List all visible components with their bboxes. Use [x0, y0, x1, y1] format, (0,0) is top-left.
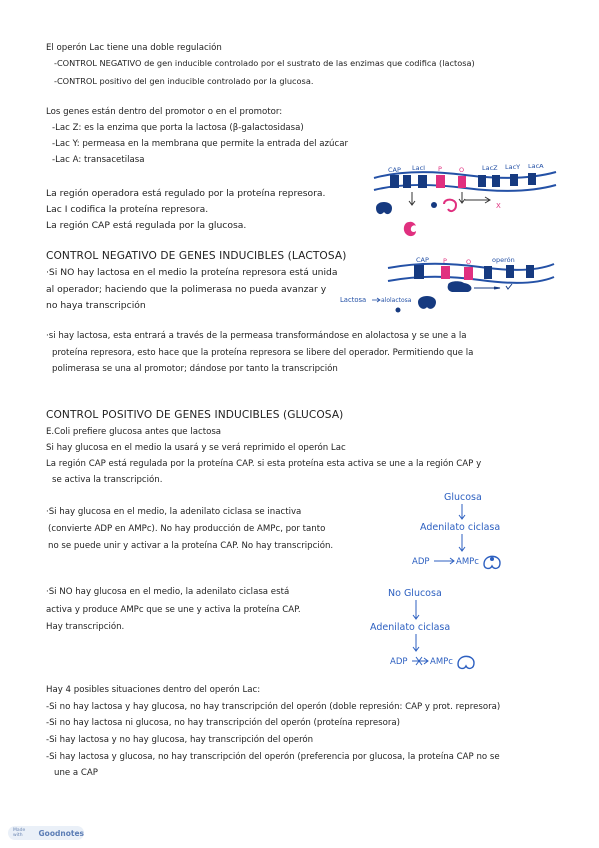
- note-line: ·si hay lactosa, esta entrará a través de la permeasa transformándose en alolactosa y se une a la: [46, 331, 467, 341]
- cap-label: CAP: [388, 166, 401, 174]
- check-icon: [506, 284, 512, 289]
- promoter-segment: [436, 175, 445, 188]
- repressor-bound-icon: [448, 281, 472, 292]
- lacz-label: LacZ: [482, 164, 498, 172]
- no-glucose-flow-diagram: [360, 584, 490, 670]
- note-line: no haya transcripción: [46, 300, 146, 311]
- lacz-enzyme-icon: [444, 200, 456, 211]
- promoter-segment: [441, 266, 450, 279]
- operator-segment: [458, 176, 466, 188]
- p-label: P: [438, 165, 442, 173]
- inducer-dot-icon: [431, 202, 437, 208]
- note-line: La región operadora está regulado por la proteína represora.: [46, 188, 326, 199]
- lactosa-label: Lactosa: [340, 296, 367, 304]
- cap-protein-icon: [458, 656, 474, 668]
- ampc-label: AMPc: [456, 557, 479, 567]
- ampc-label: AMPc: [430, 657, 453, 667]
- cap-label: CAP: [416, 256, 429, 264]
- operator-segment: [464, 267, 473, 280]
- note-line: no se puede unir y activar a la proteína CAP. No hay transcripción.: [48, 541, 334, 551]
- note-line: La región CAP está regulada por la proteína CAP. si esta proteína esta activa se une a la región CAP y: [46, 459, 482, 469]
- note-line: une a CAP: [54, 768, 98, 778]
- note-line: (convierte ADP en AMPc). No hay producción de AMPc, por tanto: [48, 524, 326, 534]
- o-label: O: [466, 258, 472, 266]
- o-label: O: [459, 166, 465, 174]
- dna-segment: [414, 265, 424, 279]
- x-mark: X: [496, 202, 501, 210]
- note-line: proteína represora, esto hace que la proteína represora se libere del operador. Permitiendo que la: [52, 348, 474, 358]
- note-line: Hay 4 posibles situaciones dentro del operón Lac:: [46, 685, 261, 695]
- dna-segment: [492, 175, 500, 187]
- adp-label: ADP: [390, 657, 408, 667]
- note-line: -Lac A: transacetilasa: [52, 155, 145, 165]
- lac-operon-diagram: [370, 164, 560, 240]
- note-line: -Si hay lactosa y no hay glucosa, hay transcripción del operón: [46, 735, 314, 745]
- note-line: ·Si NO hay glucosa en el medio, la adenilato ciclasa está: [46, 587, 290, 597]
- note-line: al operador; haciendo que la polimerasa no pueda avanzar y: [46, 284, 327, 295]
- dna-segment: [484, 266, 492, 279]
- glucosa-label: Glucosa: [444, 492, 482, 503]
- note-line: -Lac Z: es la enzima que porta la lactosa (β-galactosidasa): [52, 123, 304, 133]
- repressor-protein-icon: [376, 202, 392, 214]
- section-heading-positive: CONTROL POSITIVO DE GENES INDUCIBLES (GLUCOSA): [46, 409, 344, 421]
- dna-segment: [478, 175, 486, 187]
- note-line: Lac I codifica la proteína represora.: [46, 204, 209, 215]
- adenilato-label: Adenilato ciclasa: [420, 522, 501, 533]
- repressor-free-icon: [418, 296, 436, 309]
- dna-segment: [506, 265, 514, 278]
- note-line: -CONTROL positivo del gen inducible controlado por la glucosa.: [54, 76, 314, 86]
- note-line: ·Si hay glucosa en el medio, la adenilato ciclasa se inactiva: [46, 507, 302, 517]
- note-line: Los genes están dentro del promotor o en el promotor:: [46, 107, 283, 117]
- note-line: polimerasa se una al promotor; dándose por tanto la transcripción: [52, 364, 338, 374]
- note-line: se activa la transcripción.: [52, 475, 163, 485]
- dna-segment: [526, 265, 534, 278]
- dna-segment: [528, 173, 536, 185]
- alolactosa-dot-icon: [396, 308, 401, 313]
- note-line: -Si hay lactosa y glucosa, no hay transcripción del operón (preferencia por glucosa, la proteína CAP no se: [46, 752, 500, 762]
- negative-control-diagram: [340, 254, 560, 316]
- note-line: -Lac Y: permeasa en la membrana que permite la entrada del azúcar: [52, 139, 348, 149]
- dna-segment: [390, 175, 399, 188]
- glucose-flow-diagram: [400, 488, 560, 572]
- note-line: activa y produce AMPc que se une y activa la proteína CAP.: [46, 605, 301, 615]
- alolactosa-label: alolactosa: [381, 297, 412, 304]
- note-line: Hay transcripción.: [46, 622, 125, 632]
- laci-label: LacI: [412, 164, 426, 172]
- note-line: E.Coli prefiere glucosa antes que lactosa: [46, 427, 222, 437]
- section-heading-negative: CONTROL NEGATIVO DE GENES INDUCIBLES (LACTOSA): [46, 250, 347, 262]
- no-glucosa-label: No Glucosa: [388, 588, 442, 599]
- operon-label: operón: [492, 256, 515, 264]
- note-line: -CONTROL NEGATIVO de gen inducible controlado por el sustrato de las enzimas que codifica (lactosa): [54, 58, 475, 68]
- badge-prefix: Made with: [13, 828, 26, 838]
- p-label: P: [443, 257, 447, 265]
- cap-protein-icon: [404, 222, 416, 236]
- dna-segment: [403, 175, 411, 188]
- adp-label: ADP: [412, 557, 430, 567]
- made-with-goodnotes-badge: [8, 826, 84, 840]
- note-line: La región CAP está regulada por la glucosa.: [46, 220, 247, 231]
- dna-segment: [418, 175, 427, 188]
- note-line: ·Si NO hay lactosa en el medio la proteína represora está unida: [46, 267, 338, 278]
- lacy-label: LacY: [505, 164, 521, 171]
- note-line: -Si no hay lactosa ni glucosa, no hay transcripción del operón (proteína represora): [46, 718, 401, 728]
- dna-segment: [510, 174, 518, 186]
- adenilato-label: Adenilato ciclasa: [370, 622, 451, 633]
- note-line: -Si no hay lactosa y hay glucosa, no hay transcripción del operón (doble represión: CAP y prot. represora): [46, 702, 501, 712]
- note-line: Si hay glucosa en el medio la usará y se verá reprimido el operón Lac: [46, 443, 346, 453]
- badge-name: Goodnotes: [38, 828, 84, 838]
- note-line: El operón Lac tiene una doble regulación: [46, 43, 222, 53]
- laca-label: LacA: [528, 164, 544, 170]
